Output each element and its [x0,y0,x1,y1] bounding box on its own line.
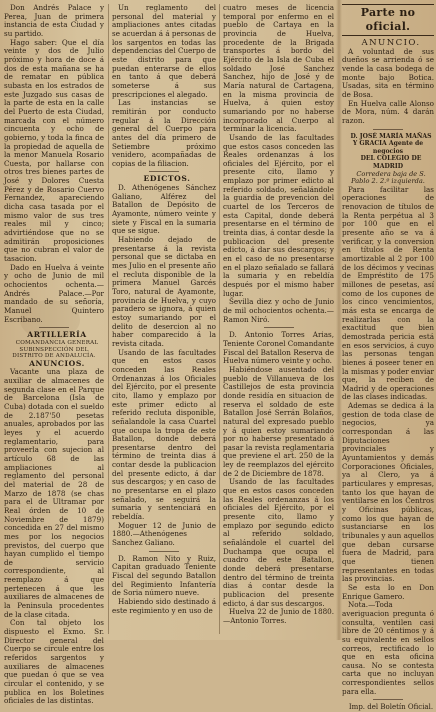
signature: Sevilla diez y ocho de Junio de mil ochocientos ochenta.—Ramon Niró. [223,297,334,324]
paragraph: Habiendo dejado de presentarse á la revista personal que se dictaba en mes Julio en el presente año el recluta disponible de la primera Manuel Garcés Toro, natural de Ayamonte, provincia de Huelva, y cuyo paradero se ignora, á quien estoy sumariando por el delito de desercion al no haber comparecido á la revista citada. [112,235,216,348]
paragraph: Con tal objeto los dispuesto el Exmo. Sr. Director general del Cuerpo se circule entre los referidos sargentos y auxiliares de almacenes que puedan ó que se vea circular el contenido, y se publica en los Boletines oficiales de las distintas. [4,618,104,706]
paragraph: Las instancias se remitirán por conducto regular á la Dirección general del Cuerpo para antes del día primero de Setiembre próximo venidero, acompañadas de copias de la filiacion. [112,98,216,168]
paragraph: En Huelva calle Alonso de Mora, núm. 4 darán razon. [342,98,434,125]
paragraph: Para facilitar las operaciones de renovacion de títulos de la Renta perpétua al 3 por 100 que en el presente año se va á verificar, y la conversion en títulos de Renta amortizable al 2 por 100 de los décimos y vecinas de Empréstito de 175 millones de pesetas, así como de los cupones de los cinco vencimientos, más esta se encarga de realizarlas con la exactitud que bien demostrada pericia está en esos servicios, á cuyo las personas tengan bienes á poseer tener en la mismas y poder enviar que, la reciben de Madrid y de operaciones de las clases indicadas. [342,184,434,402]
column-3 [223,4,334,636]
signature: Huelva 22 de Junio de 1880.—Antonio Torres. [223,607,334,625]
agent-college: DEL COLEGIO DE MADRID [360,155,422,170]
paragraph: Vacante una plaza de auxiliar de almacenes de segunda clase en el Parque de Barcelona (Isla de Cuba) dotada con el sueldo de 2.187'50 pesetas anuales, aprobados por las leyes y el acuerdo reglamentario, para proveerla con sujecion al artículo 68 de las ampliaciones al reglamento del personal del material de 28 de Marzo de 1878 (se chas para el de Ultramar por Real órden de 10 de Noviembre de 1879) concedida en 27 del mismo mes por los negocios previstos, del cuerpo que hayan cumplido el tiempo de servicio correspondiente, al reemplazo á que pertenecen á que les auxiliares de almacenes de la Peninsula procedentes de la clase citada. [4,367,104,619]
paragraph: Dado en Huelva á veinte y ocho de Junio de mil ochocientos ochenta.—Andrés Palace.—Por mandado de su señoría, Manuel Quintero Escribano. [4,262,104,324]
column-divider [108,4,109,634]
paragraph: D. Ramon Nito y Ruiz, Capitan graduado Teniente Fiscal del segundo Batallon del Regimiento Infantería de Soria número nueve. [112,553,216,598]
section-heading: ANUNCIOS. [29,358,85,368]
paragraph: Usando de las facultades que en estos casos conceden las Reales ordenanzas á los oficiales del Ejército, por el presente cito, llamo y emplazo por segundo edicto al referido soldado, señalándole el cuartel del Duchampa que ocupa el cuadro de este Batallon, donde deberá presentarse dentro del término de treinta dias á contar desde la publicacion del presente edicto, á dar sus descargos. [223,477,334,608]
paragraph: Usando de las facultades que estos casos conceden las Reales ordenanzas á los oficiales del Ejército, por el presente cito, llamo y emplazo por primer edicto al referido soldado, señalándole la guardia de prevencion del cuartel de los Terceros de esta Capital, donde deberá presentarse en el término de treinta dias, á contar desde la publicacion del presente edicto, á dar sus descargos; y en el caso de no presentarse en el plazo señalado se fallará la sumaria y en rebeldía después por el mismo haber lugar. [223,132,334,298]
divider [373,129,403,130]
paragraph: A voluntad de sus dueños se arrienda ó se vende la casa bodega de monte bajo Botica. Usadas, sita en término de Bosa. [342,46,434,99]
section-subheading: COMANDANCIA GENERAL SUBINSPECCIÓN DEL DISTRITO DE ANDALUCÍA. [12,339,99,360]
divider [149,551,179,552]
paragraph: Un reglamento del personal del material y ampliaciones antes citadas se acuerdan á á personas de los sargentos en todas las dependencias del Cuerpo de este distrito para que puedan enterarse de ellos en tanto á que deberá someterse á sus prescripciones el alegado. [112,3,216,99]
paragraph: D. Antonio Torres Arias, Teniente Coronel Comandante Fiscal del Batallon Reserva de Huelva número veinte y ocho. [223,330,334,366]
column-4 [342,4,434,712]
section-heading: ARTILLERÍA [27,330,87,340]
divider [149,171,179,172]
paragraph: Nota.—Toda averiguacion pregunta ó consulta, ventilen casi libre de 20 céntimos y á su equivalente en sellos correos, rectificado lo que en esta oficina causa. No se contesta carta que no incluyan correspondientes sellos para ella. [342,600,434,696]
paragraph: Ademas se dedica á la gestion de toda clase de negocios, ya correspondan á las Diputaciones provinciales y Ayuntamientos y demás Corporaciones Oficiales, ya al Clero, ya á particulares y empresas, tanto los que hayan de ventilarse en los Centros y Oficinas públicas, como los que hayan de sustanciarse en los tribunales y aun aquellos que deban cursarse fuera de Madrid, para que tienen representantes en todas las provincias. [342,401,434,584]
edict-heading-text: Don Andrés Palace y Perea, Juan de primera instancia de esta Ciudad y su partido. [4,3,104,38]
divider [373,699,403,700]
paragraph: Habiendo sido destinado á este regimiento y en uso de [112,596,216,615]
section-heading: EDICTOS. [143,174,191,184]
column-divider [219,4,220,634]
agent-address: Corredera baja de S. Pablo 2. 2.º izquierda. [351,169,426,186]
paragraph: cuatro meses de licencia temporal por enfermo en el pueblo de Cartaya en la provincia de Huelva, procedente de la Brigada transportes á bordo del Ejército de la Isla de Cuba el soldado José Sanchez Sanchez, hijo de José y de María natural de Cartagena, en la misma provincia de Huelva, á quien estoy sumariando por no haberse incorporado al Cuerpo al terminar la licencia. [223,3,334,134]
signature: Moguer 12 de Junio de 1880.—Athenógenes Sanchez Galiano. [112,520,216,548]
column-1 [4,3,104,706]
paragraph: Hago saber: Que el día veinte y dos de Julio próximo y hora de doce á dos de esta mañana se ha de rematar en pública subasta en los estrados de este Juzgado sus casas de la parte de esta en la calle del Puerto de esta Ciudad, marcada con el número cincuenta y ocho de gobierno, y toda la finca de la propiedad de aquella de la menor Manuela Rosario Cuesta, por hallarse con otros tres bienes partes de José y Dolores Cuesta Pérez y de Rosario Cuervo Fernandez, apareciendo dicha casa tasada por el mismo valor de sus tres reales mil y cinco; advirtiéndose que no se admitirán proposiciones que no cubran el valor de tasacion. [4,37,104,264]
agent-name: D. JOSÉ MARÍA MAÑAS Y GRACIA Agente de negocios [350,132,432,155]
paragraph: Habiéndose ausentado del pueblo de Villanueva de los Castillejos de esta provincia donde residía en situacion de reserva el soldado de este Batallon José Serrán Bolaños, natural del expresado pueblo y á quien estoy sumariando por no haberse presentado á pasar la revista reglamentaria que previene el art. 250 de la ley de reemplazos del ejército de 2 de Diciembre de 1878. [223,364,334,478]
paragraph: D. Athenógenes Sánchez Galiano, Alférez del Batallon de Depósito de Ayamonte, número veinte y siete y Fiscal en la sumaria que se sigue. [112,183,216,236]
divider [39,327,69,328]
paragraph: Se esta lo en Don Enrique Gamero. [342,582,434,601]
column-2 [112,4,216,636]
paragraph: Usando de las facultades que en estos casos conceden las Reales Ordenanzas á los Oficiales del Ejército, por el presente cito, llamo y emplazo por este primer edicto al referido recluta disponible, señalandole la casa Cuartel que ocupa la tropa de este Batallon, donde deberá presentarse dentro del término de treinta dias á contar desde la publicacion del presente edicto, á dar sus descargos; y en caso de no presentarse en el plazo señalado, se seguirá la sumaria y sentenciará en rebeldía. [112,347,216,522]
section-title: Parte no oficial. [342,4,434,36]
divider [264,327,294,328]
printer-credit: Imp. del Boletín Oficial. [348,703,434,712]
announcement-heading: ANUNCIO. [361,38,421,48]
